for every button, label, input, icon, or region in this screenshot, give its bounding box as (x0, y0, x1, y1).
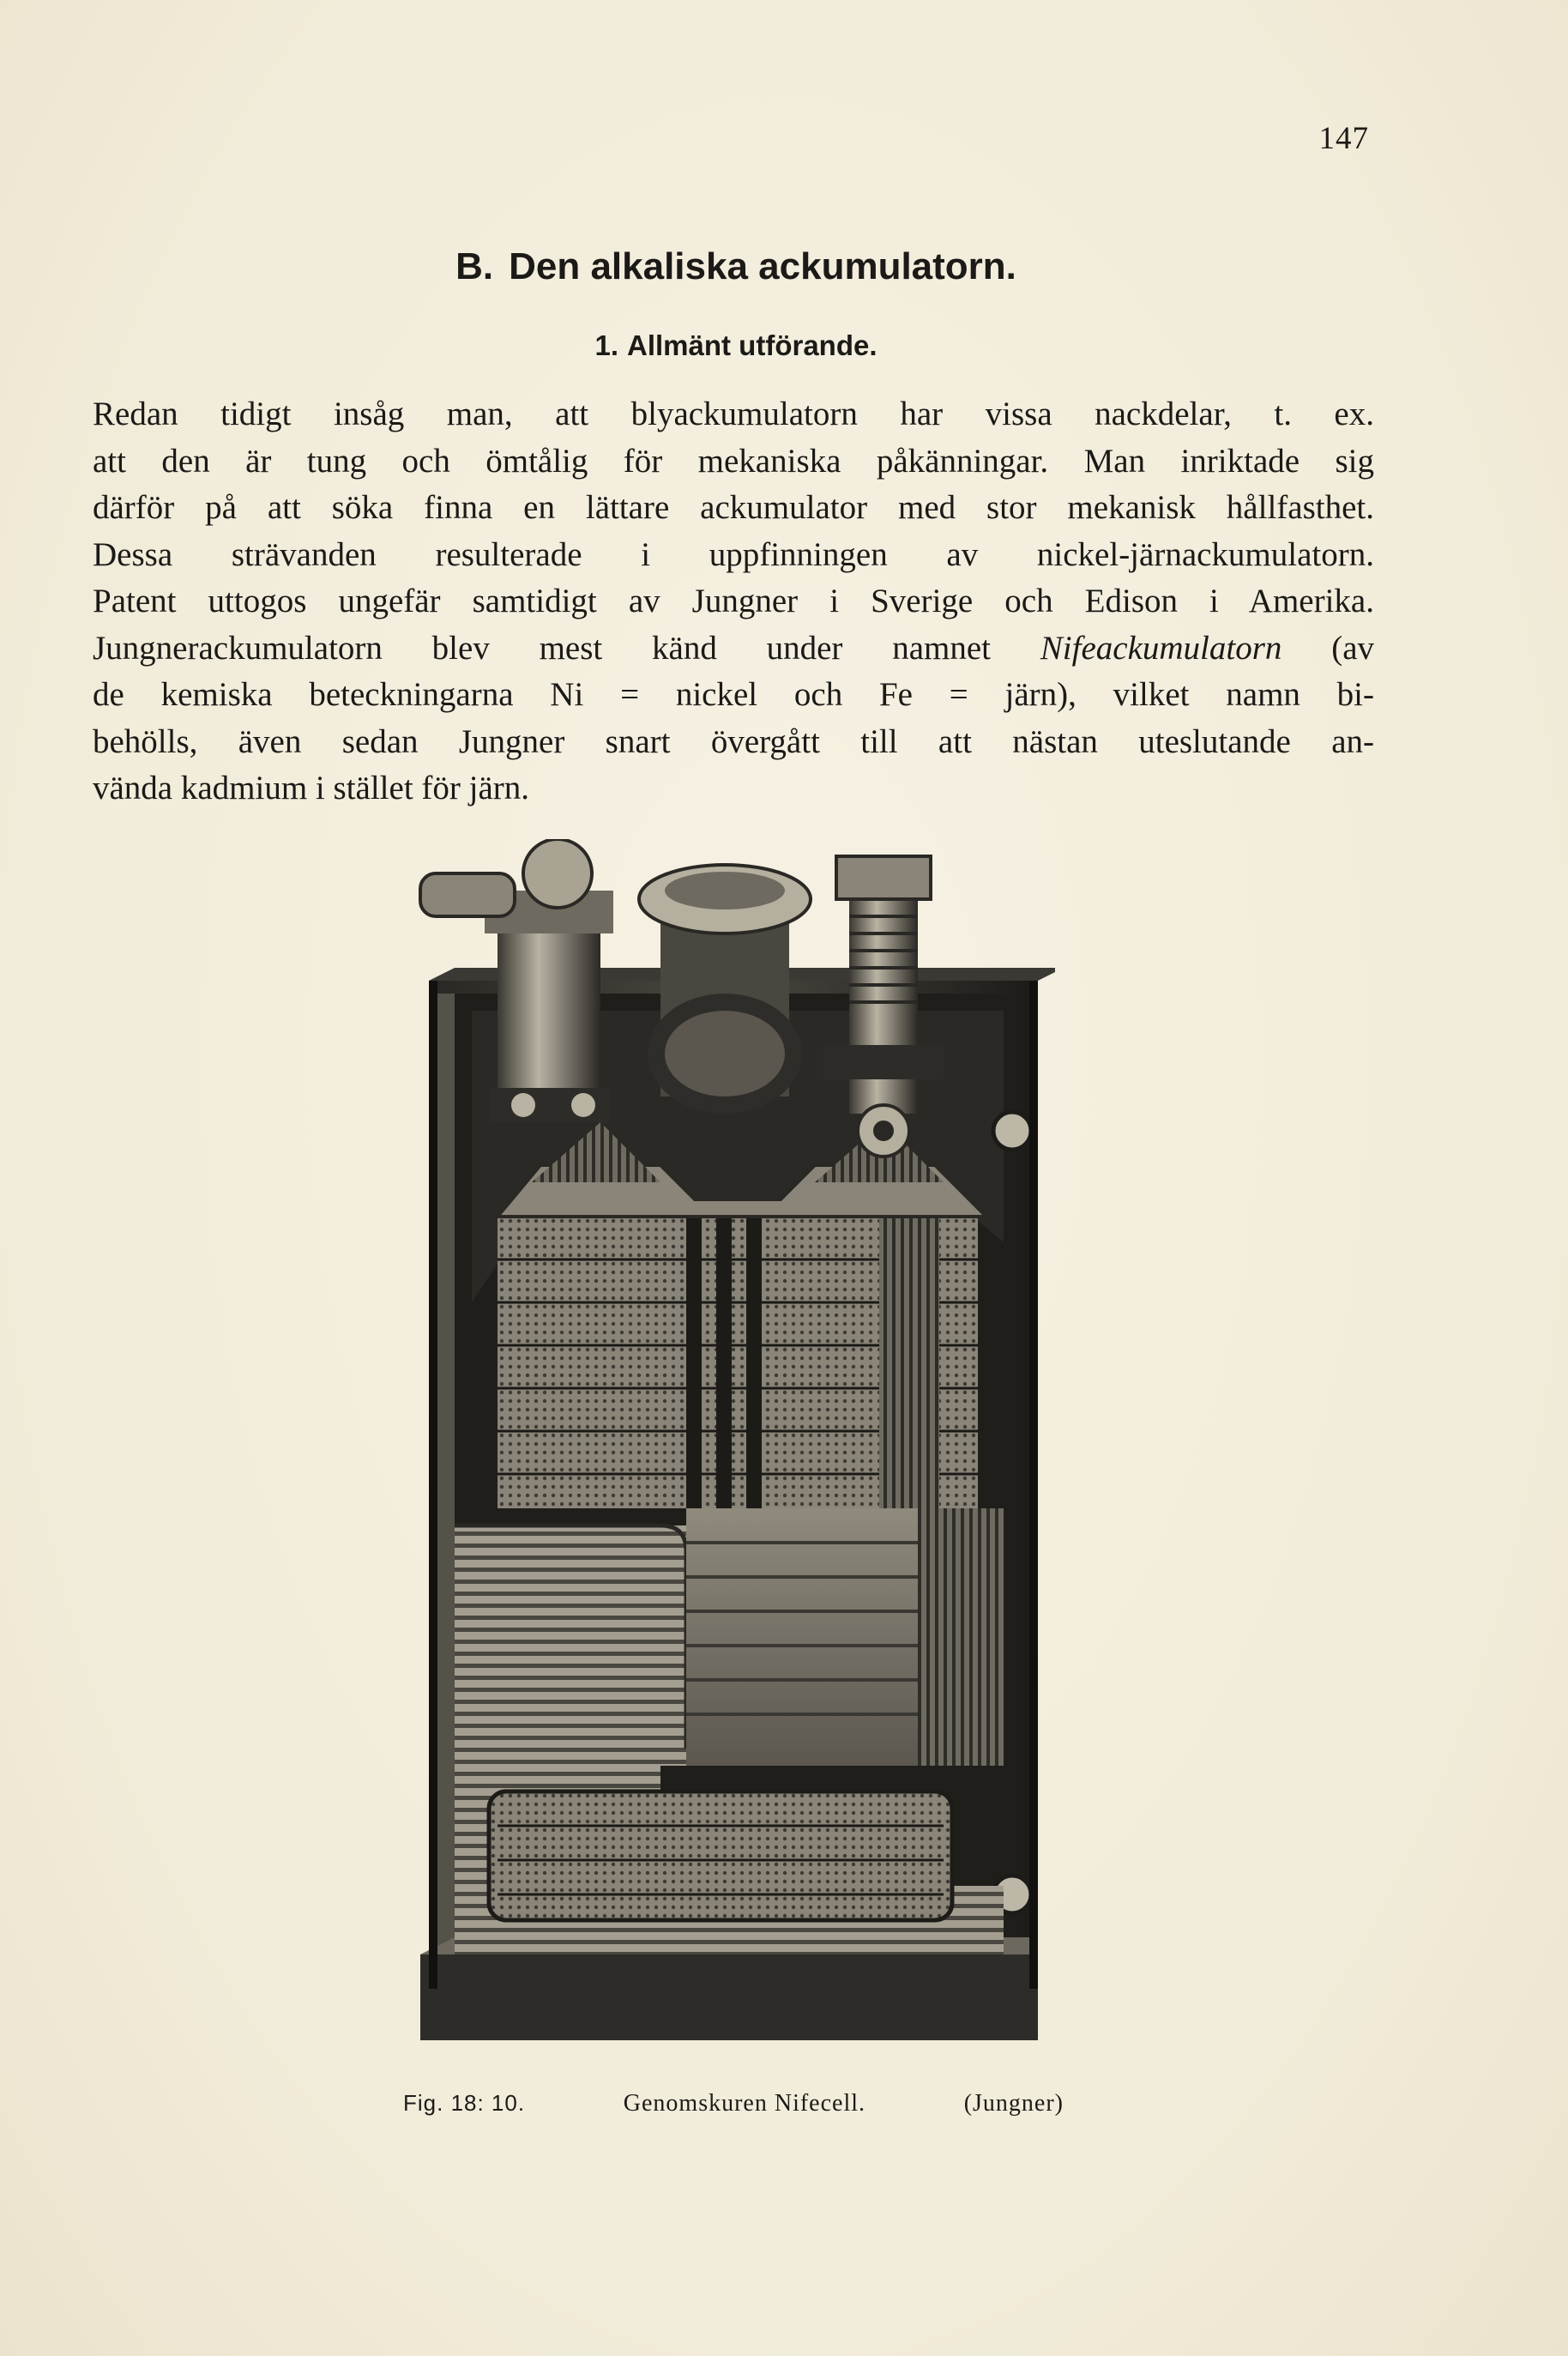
body-paragraph (93, 391, 1374, 813)
body-line: Dessa strävanden resulterade i uppfinningen av nickel-järnackumulatorn. (93, 535, 1374, 573)
body-line: vända kadmium i stället för järn. (93, 770, 530, 806)
lower-plate-pack (489, 1791, 952, 1920)
subsection-number: 1. (594, 329, 618, 361)
subsection-heading (0, 329, 1472, 362)
body-line: att den är tung och ömtålig för mekaniska påkänningar. Man inriktade sig (93, 442, 1374, 480)
body-line (93, 625, 1374, 673)
body-line-text: Jungnerackumulatorn blev mest känd under namnet (93, 629, 991, 667)
body-line-text: (av (1331, 629, 1375, 667)
body-line: de kemiska beteckningarna Ni = nickel och Fe = järn), vilket namn bi- (93, 676, 1374, 713)
body-line: därför på att söka finna en lättare ackumulator med stor mekanisk hållfasthet. (93, 489, 1374, 526)
subsection-title: Allmänt utförande. (627, 329, 877, 361)
section-label: B. (455, 245, 494, 287)
figure-description: Genomskuren Nifecell. (623, 2090, 866, 2117)
figure-credit: (Jungner) (963, 2090, 1064, 2117)
section-title: Den alkaliska ackumulatorn. (509, 245, 1016, 287)
nife-term: Nifeackumulatorn (1040, 629, 1282, 667)
figure-label: Fig. 18: 10. (403, 2090, 526, 2116)
body-line: Patent uttogos ungefär samtidigt av Jungner i Sverige och Edison i Amerika. (93, 583, 1374, 619)
figure-caption (403, 2090, 1064, 2117)
body-line: behölls, även sedan Jungner snart övergått till att nästan uteslutande an- (93, 722, 1374, 760)
body-line: Redan tidigt insåg man, att blyackumulatorn har vissa nackdelar, t. ex. (93, 396, 1374, 432)
case-base (420, 1954, 1038, 2040)
nifecell-illustration (403, 839, 1055, 2049)
section-heading (0, 245, 1472, 288)
page-number: 147 (1318, 121, 1369, 156)
cell-cutaway-drawing (403, 839, 1055, 2049)
